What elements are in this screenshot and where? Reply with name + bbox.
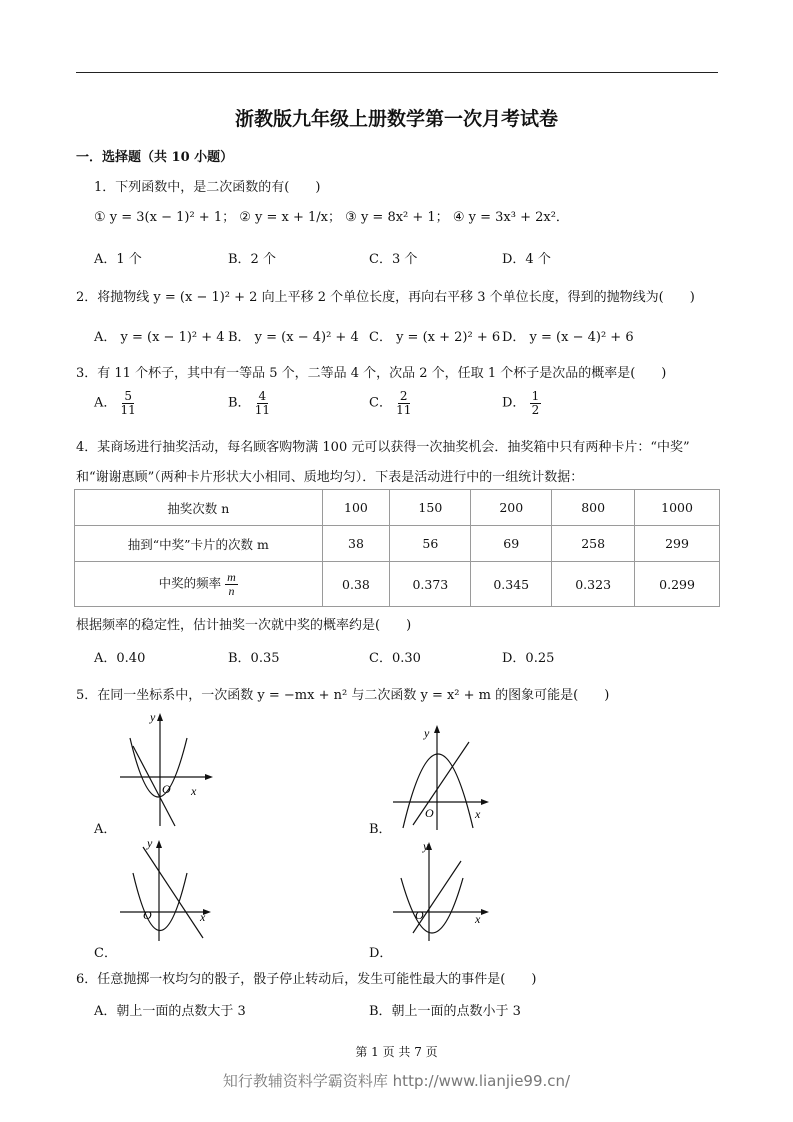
table-cell: 200 (471, 490, 552, 526)
x-label: x (475, 912, 481, 926)
x-axis-arrow (205, 774, 213, 780)
q3-option-c-fraction: $\frac{2}{11}$ (396, 389, 412, 417)
table-row (75, 490, 720, 526)
table-cell: 150 (390, 490, 471, 526)
watermark-link[interactable]: 知行教辅资料学霸资料库 http://www.lianjie99.cn/ (222, 1072, 571, 1090)
q3-option-d-fraction: $\frac{1}{2}$ (531, 389, 540, 417)
x-axis-arrow (481, 799, 489, 805)
page-footer: 第 1 页 共 7 页 (355, 1045, 438, 1059)
q3-option-d[interactable] (502, 390, 541, 416)
table-cell: 299 (635, 526, 720, 562)
table-cell: 258 (552, 526, 635, 562)
table-cell: 0.373 (390, 562, 471, 607)
q1-option-a[interactable]: A．1 个 (94, 252, 142, 267)
x-label: x (191, 784, 197, 798)
line-graph (413, 861, 461, 933)
line-graph (143, 847, 203, 938)
y-label: y (147, 836, 153, 850)
q4-option-a[interactable]: A．0.40 (94, 651, 146, 666)
section-heading: 一．选择题（共 10 小题） (76, 150, 234, 165)
q1-stem: 1．下列函数中，是二次函数的有( ) (94, 180, 321, 195)
graph-b (385, 720, 495, 832)
q1-option-d[interactable]: D．4 个 (502, 252, 551, 267)
q5-option-b[interactable]: B． (369, 822, 392, 837)
q1-item-1: ① y = 3(x − 1)² + 1； (94, 210, 236, 225)
origin-label: O (143, 908, 152, 922)
header-rule (76, 72, 718, 73)
table-cell: 69 (471, 526, 552, 562)
q1-item-4: ④ y = 3x³ + 2x²． (452, 210, 569, 225)
q4-option-b[interactable]: B．0.35 (228, 651, 280, 666)
q1-item-3: ③ y = 8x² + 1； (345, 210, 449, 225)
q6-option-a[interactable]: A．朝上一面的点数大于 3 (94, 1004, 246, 1019)
y-label: y (150, 710, 156, 724)
q1-option-c[interactable]: C．3 个 (369, 252, 418, 267)
q4-line1: 4．某商场进行抽奖活动，每名顾客购物满 100 元可以获得一次抽奖机会．抽奖箱中只有两种卡片：“中奖” (76, 440, 690, 455)
row-header: 抽到“中奖”卡片的次数 m (75, 526, 323, 562)
table-row (75, 526, 720, 562)
table-cell: 1000 (635, 490, 720, 526)
y-label: y (423, 839, 429, 853)
x-label: x (200, 910, 206, 924)
frequency-fraction: $\frac{m}{n}$ (227, 569, 236, 598)
q4-option-d[interactable]: D．0.25 (502, 651, 555, 666)
y-axis-arrow (434, 725, 440, 733)
table-cell: 100 (322, 490, 390, 526)
q2-option-c[interactable]: C． y = (x + 2)² + 6 (369, 330, 501, 345)
y-axis-arrow (156, 840, 162, 848)
q3-option-c-label: C． (369, 395, 392, 411)
table-cell: 0.299 (635, 562, 720, 607)
row-header (75, 562, 323, 607)
origin-label: O (162, 782, 171, 796)
y-axis-arrow (157, 713, 163, 721)
q3-stem: 3．有 11 个杯子，其中有一等品 5 个，二等品 4 个，次品 2 个，任取 1 个杯子是次品的概率是( ) (76, 366, 667, 381)
q3-option-b-fraction: $\frac{4}{11}$ (254, 389, 270, 417)
y-label: y (424, 726, 430, 740)
table-cell: 0.323 (552, 562, 635, 607)
q5-option-c[interactable]: C． (94, 946, 117, 961)
q5-option-d[interactable]: D． (369, 946, 393, 961)
q2-option-a[interactable]: A． y = (x − 1)² + 4 (94, 330, 225, 345)
q3-option-a-fraction: $\frac{5}{11}$ (120, 389, 136, 417)
q4-line2: 和“谢谢惠顾”（两种卡片形状大小相同、质地均匀）．下表是活动进行中的一组统计数据： (76, 470, 584, 485)
row-header-label: 中奖的频率 (158, 575, 222, 591)
parabola (403, 754, 473, 828)
q4-question: 根据频率的稳定性，估计抽奖一次就中奖的概率约是( ) (76, 618, 412, 633)
origin-label: O (415, 908, 424, 922)
q5-stem: 5．在同一坐标系中，一次函数 y = −mx + n² 与二次函数 y = x² + m 的图象可能是( ) (76, 688, 610, 703)
q1-item-2: ② y = x + 1/x； (239, 210, 342, 225)
table-row (75, 562, 720, 607)
origin-label: O (425, 806, 434, 820)
q2-option-d[interactable]: D． y = (x − 4)² + 6 (502, 330, 634, 345)
q3-option-d-label: D． (502, 395, 526, 411)
q4-option-c[interactable]: C．0.30 (369, 651, 421, 666)
x-label: x (475, 807, 481, 821)
x-axis-arrow (481, 909, 489, 915)
q6-stem: 6．任意抛掷一枚均匀的骰子，骰子停止转动后，发生可能性最大的事件是( ) (76, 972, 537, 987)
q1-option-b[interactable]: B．2 个 (228, 252, 276, 267)
q6-option-b[interactable]: B．朝上一面的点数小于 3 (369, 1004, 521, 1019)
q3-option-a[interactable] (94, 390, 136, 416)
q2-option-b[interactable]: B． y = (x − 4)² + 4 (228, 330, 359, 345)
q1-items (94, 206, 569, 225)
graph-c (115, 833, 220, 943)
q3-option-b-label: B． (228, 395, 251, 411)
q3-option-b[interactable] (228, 390, 270, 416)
table-cell: 38 (322, 526, 390, 562)
table-cell: 56 (390, 526, 471, 562)
parabola (130, 738, 187, 797)
stats-table (74, 489, 720, 607)
graph-a (115, 708, 215, 833)
q2-stem: 2．将抛物线 y = (x − 1)² + 2 向上平移 2 个单位长度，再向右平移 3 个单位长度，得到的抛物线为( ) (76, 290, 695, 305)
table-cell: 0.38 (322, 562, 390, 607)
page-title: 浙教版九年级上册数学第一次月考试卷 (234, 108, 558, 130)
q3-option-a-label: A． (94, 395, 117, 411)
q5-option-a[interactable]: A． (94, 822, 117, 837)
graph-d (385, 833, 495, 945)
table-cell: 800 (552, 490, 635, 526)
row-header: 抽奖次数 n (75, 490, 323, 526)
q3-option-c[interactable] (369, 390, 411, 416)
table-cell: 0.345 (471, 562, 552, 607)
